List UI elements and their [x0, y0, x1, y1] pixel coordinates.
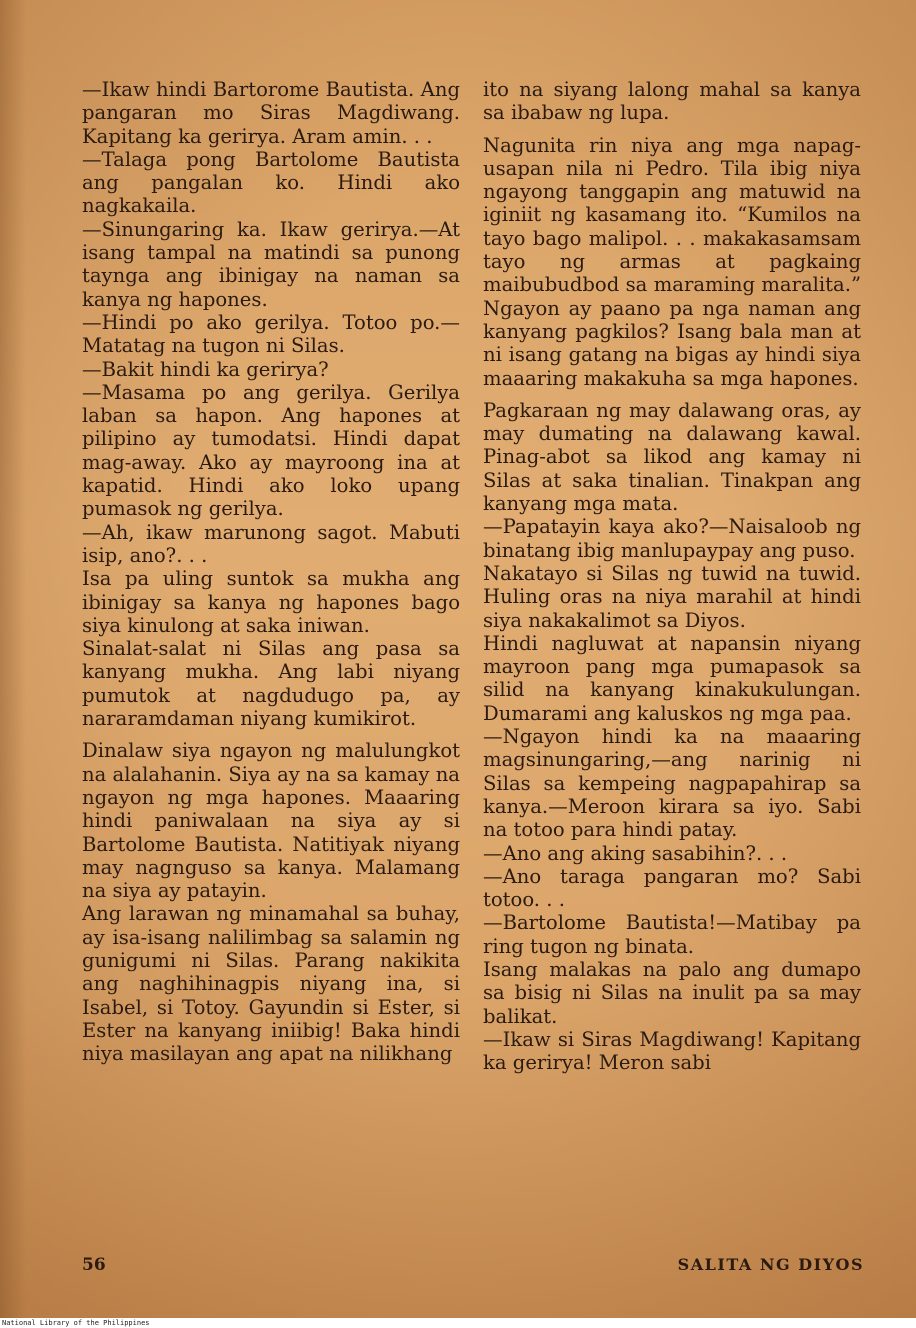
paragraph: Ang larawan ng minamahal sa buhay, ay isa-isang nalilimbag sa salamin ng gunigumi ni Silas. Parang nakikita ang naghihinagpis niyang ina, si Isabel, si Totoy. Gayundin si Ester, si Ester na kanyang iniibig! Baka hindi niya masilayan ang apat na nilikhang — [82, 902, 460, 1066]
paragraph: Nagunita rin niya ang mga napag-usapan nila ni Pedro. Tila ibig niya ngayong tanggapin ang matuwid na iginiit ng kasamang ito. “Kumilos na tayo bago malipol. . . makakasamsam tayo ng armas at pagkaing maibubudbod sa maraming maralita.” Ngayon ay paano pa nga naman ang kanyang pagkilos? Isang bala man at ni isang gatang na bigas ay hindi siya maaaring makakuha sa mga hapones. — [483, 133, 861, 390]
page-number: 56 — [82, 1255, 106, 1275]
library-credit: National Library of the Philippines — [2, 1319, 150, 1327]
paragraph: ito na siyang lalong mahal sa kanya sa ibabaw ng lupa. — [483, 78, 861, 125]
paragraph: Nakatayo si Silas ng tuwid na tuwid. Huling oras na niya marahil at hindi siya nakakalimot sa Diyos. — [483, 561, 861, 632]
paragraph: —Ikaw hindi Bartorome Bautista. Ang pangaran mo Siras Magdiwang. Kapitang ka gerirya. Aram amin. . . — [82, 78, 460, 148]
paragraph: Pagkaraan ng may dalawang oras, ay may dumating na dalawang kawal. Pinag-abot sa likod ang kamay ni Silas at saka tinalian. Tinakpan ang kanyang mga mata. — [483, 398, 861, 516]
paragraph: —Talaga pong Bartolome Bautista ang pangalan ko. Hindi ako nagkakaila. — [82, 147, 460, 218]
paragraph: —Bartolome Bautista!—Matibay pa ring tugon ng binata. — [483, 911, 861, 958]
paragraph: Isang malakas na palo ang dumapo sa bisig ni Silas na inulit pa sa may balikat. — [483, 957, 861, 1028]
paragraph: —Masama po ang gerilya. Gerilya laban sa hapon. Ang hapones at pilipino ay tumodatsi. Hindi dapat mag-away. Ako ay mayroong ina at kapatid. Hindi ako loko upang pumasok ng gerilya. — [82, 380, 460, 521]
running-title: SALITA NG DIYOS — [677, 1255, 864, 1274]
page-edge-shadow — [0, 0, 26, 1318]
paragraph: Isa pa uling suntok sa mukha ang ibinigay sa kanya ng hapones bago siya kinulong at saka iniwan. — [82, 567, 460, 637]
paragraph: —Bakit hindi ka gerirya? — [82, 357, 329, 381]
paragraph: —Ngayon hindi ka na maaaring magsinungaring,—ang narinig ni Silas sa kempeing nagpapahirap sa kanya.—Meroon kirara sa iyo. Sabi na totoo para hindi patay. — [483, 725, 861, 842]
credit-strip — [0, 1318, 916, 1328]
paragraph: —Ano ang aking sasabihin?. . . — [483, 841, 788, 865]
paragraph: Hindi nagluwat at napansin niyang mayroon pang mga pumapasok sa silid na kanyang kinakukulungan. Dumarami ang kaluskos ng mga paa. — [483, 631, 861, 725]
left-text-column — [82, 78, 460, 1065]
paragraph: —Ikaw si Siras Magdiwang! Kapitang ka gerirya! Meron sabi — [483, 1027, 861, 1075]
paragraph: —Sinungaring ka. Ikaw gerirya.—At isang tampal na matindi sa punong taynga ang ibinigay na naman sa kanya ng hapones. — [82, 217, 460, 311]
paragraph: —Papatayin kaya ako?—Naisaloob ng binatang ibig manlupaypay ang puso. — [483, 515, 861, 562]
paragraph: Dinalaw siya ngayon ng malulungkot na alalahanin. Siya ay na sa kamay na ngayon ng mga hapones. Maaaring hindi paniwalaan na siya ay si Bartolome Bautista. Natitiyak niyang may nagnguso sa kanya. Malamang na siya ay patayin. — [82, 739, 460, 903]
right-text-column — [483, 78, 861, 1074]
paragraph: Sinalat-salat ni Silas ang pasa sa kanyang mukha. Ang labi niyang pumutok at nagdudugo pa, ay nararamdaman niyang kumikirot. — [82, 637, 460, 731]
paragraph: —Hindi po ako gerilya. Totoo po.—Matatag na tugon ni Silas. — [82, 310, 460, 358]
paragraph: —Ano taraga pangaran mo? Sabi totoo. . . — [483, 864, 861, 912]
paragraph: —Ah, ikaw marunong sagot. Mabuti isip, ano?. . . — [82, 520, 460, 567]
